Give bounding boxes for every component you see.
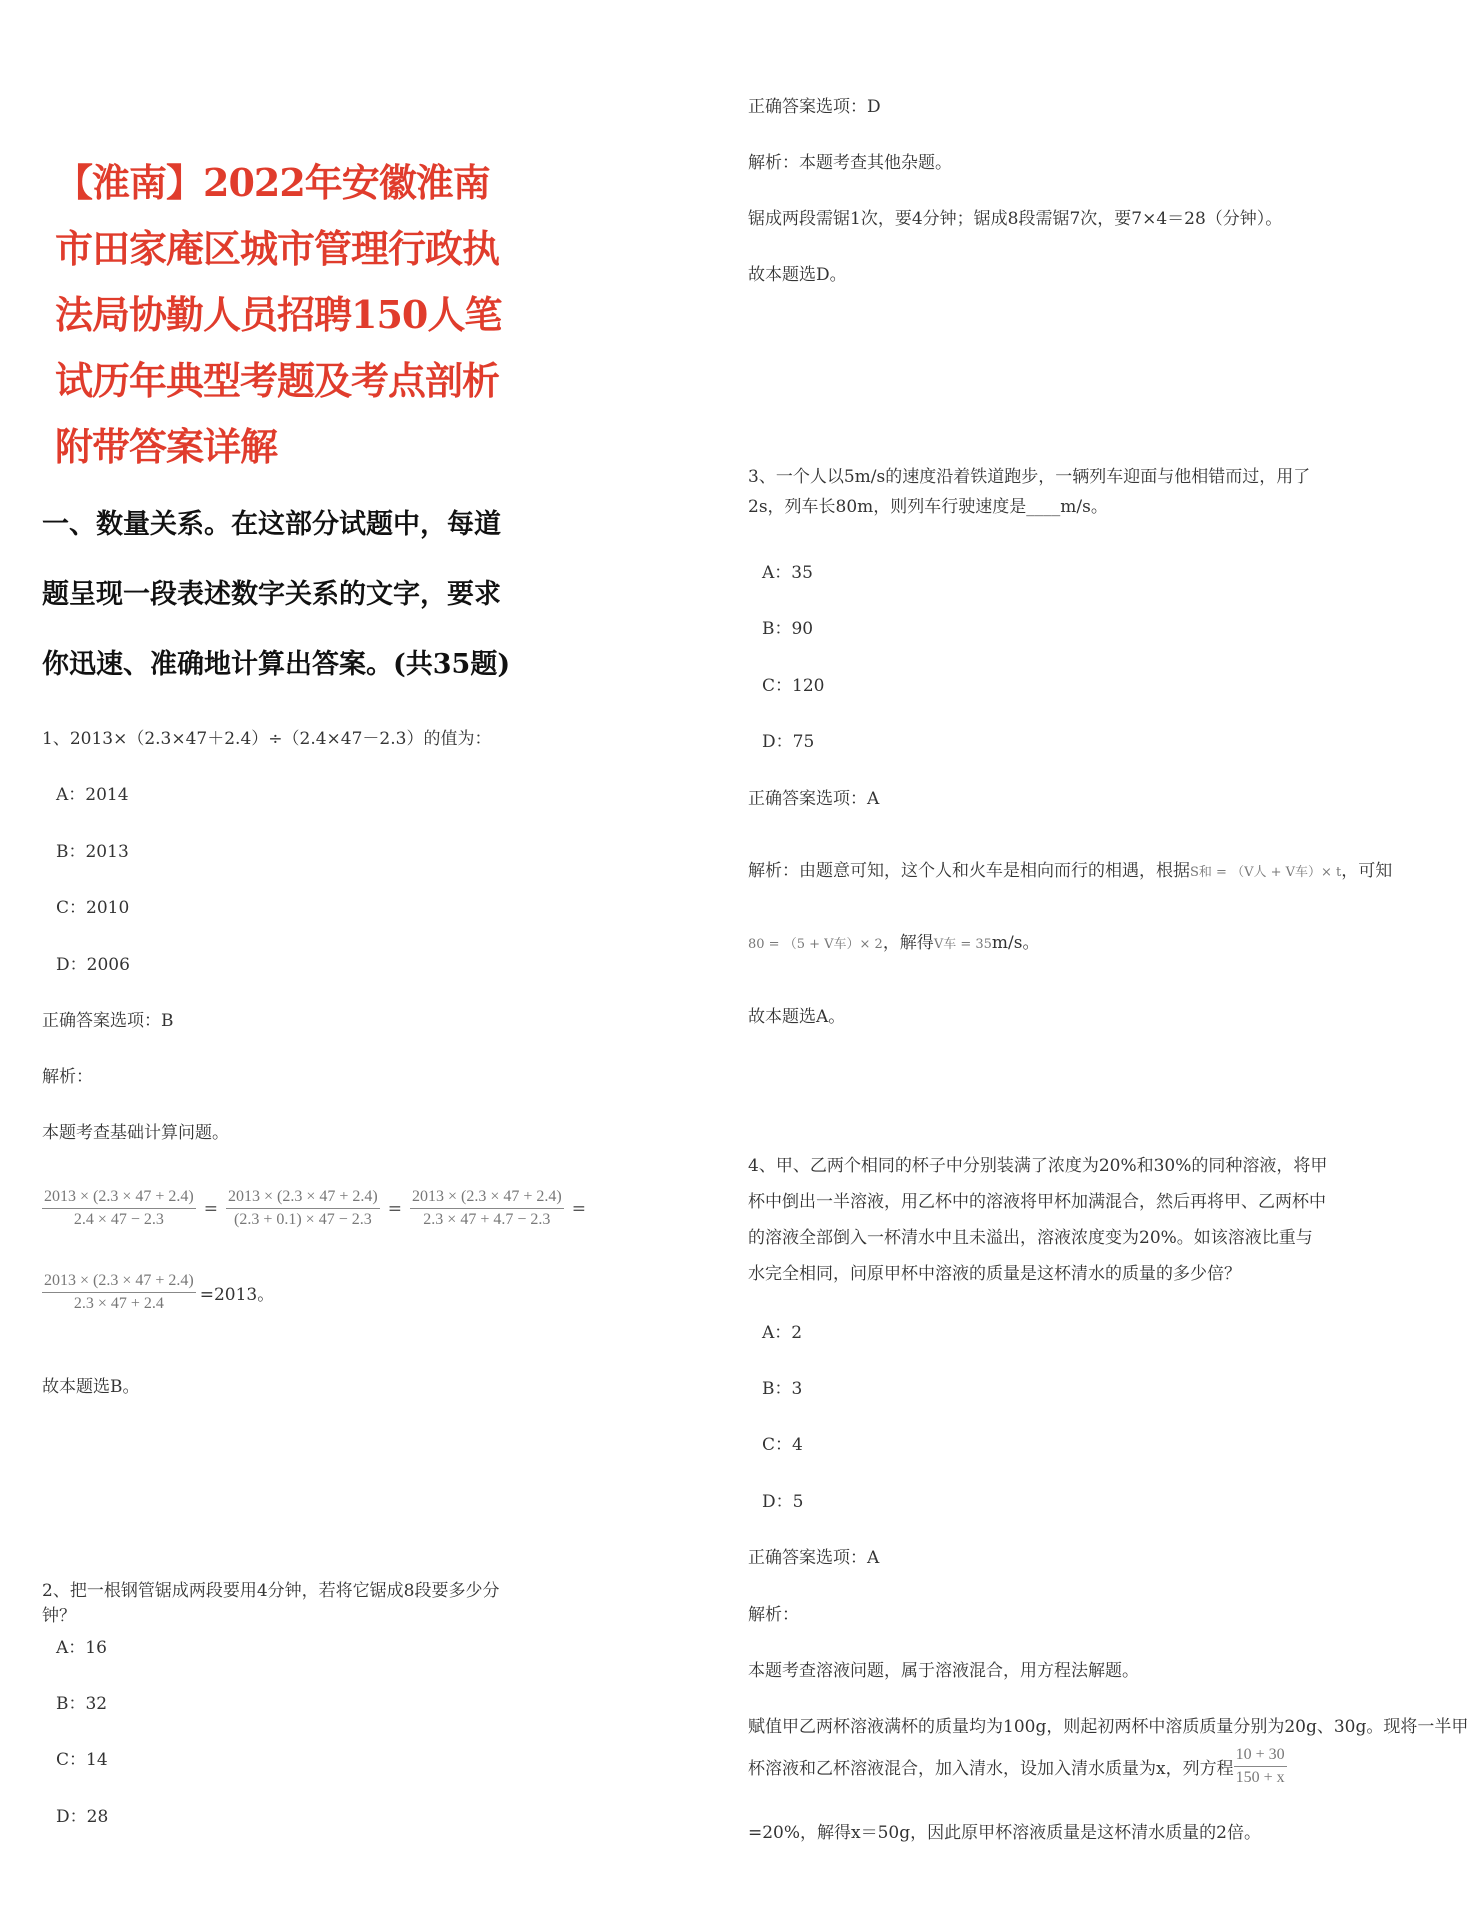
q3-solve: ，解得 [882, 933, 934, 953]
q2-question: 2、把一根钢管锯成两段要用4分钟，若将它锯成8段要多少分钟？ [42, 1581, 500, 1626]
q4-detail-1: 赋值甲乙两杯溶液满杯的质量均为100g，则起初两杯中溶质质量分别为20g、30g。现将一半甲 [748, 1717, 1468, 1737]
q1-fraction-2: $\frac{2013 \times (2.3 \times 47 + 2.4)}{(2.3 + 0.1) \times 47 - 2.3}$ [227, 1188, 378, 1228]
q4-detail-3: =20%，解得x＝50g，因此原甲杯溶液质量是这杯清水质量的2倍。 [748, 1823, 1261, 1843]
q4-answer: 正确答案选项：A [748, 1548, 880, 1568]
q2-option-b: B：32 [56, 1694, 108, 1714]
q1-formula-line2 [42, 1272, 274, 1313]
q3-unit: m/s。 [991, 933, 1040, 953]
q4-option-a: A：2 [762, 1323, 803, 1343]
q3-option-d: D：75 [762, 732, 815, 752]
q3-analysis-post: ，可知 [1341, 861, 1393, 881]
q2-answer: 正确答案选项：D [748, 97, 881, 117]
q1-fraction-3: $\frac{2013 \times (2.3 \times 47 + 2.4)}{2.3 \times 47 + 4.7 - 2.3}$ [411, 1188, 562, 1228]
q3-option-c: C：120 [762, 676, 825, 696]
q1-formula-line1: $\frac{2013 \times (2.3 \times 47 + 2.4)}{2.4 \times 47 - 2.3}$ = $\frac{2013 \times (2.3 \times 47 + 2.4)}{(2.3 + 0.1) \times 47 - 2.3}$ = $\frac{2013 \times (2.3 \times 47 + 2.4)}{2.3 \times 47 + 4.7 - 2.3}$ = [44, 1188, 586, 1228]
q2-option-d: D：28 [56, 1807, 109, 1827]
q2-detail: 锯成两段需锯1次，要4分钟；锯成8段需锯7次，要7×4＝28（分钟）。 [748, 209, 1283, 229]
q3-formula-1: S和 = （V人 + V车）× t [1190, 865, 1342, 880]
q3-formula-3: V车 = 35 [933, 937, 992, 952]
section-heading: 一、数量关系。在这部分试题中，每道题呈现一段表述数字关系的文字，要求你迅速、准确地计算出答案。(共35题) [42, 509, 511, 680]
q3-option-a: A：35 [762, 563, 813, 583]
q1-option-c: C：2010 [56, 898, 130, 918]
q1-fraction-1: $\frac{2013 \times (2.3 \times 47 + 2.4)}{2.4 \times 47 - 2.3}$ [44, 1188, 194, 1228]
q2-conclusion: 故本题选D。 [748, 265, 847, 285]
q4-option-d: D：5 [762, 1492, 804, 1512]
q1-option-a: A：2014 [56, 785, 129, 805]
q4-fraction: $\frac{10 + 30}{150 + x}$ [1235, 1746, 1285, 1786]
document-title: 【淮南】2022年安徽淮南市田家庵区城市管理行政执法局协勤人员招聘150人笔试历年典型考题及考点剖析附带答案详解 [55, 160, 502, 469]
q2-option-c: C：14 [56, 1750, 108, 1770]
q3-question: 3、一个人以5m/s的速度沿着铁道跑步，一辆列车迎面与他相错而过，用了2s，列车长80m，则列车行驶速度是____m/s。 [748, 467, 1311, 517]
q1-question: 1、2013×（2.3×47＋2.4）÷（2.4×47－2.3）的值为： [42, 729, 492, 749]
q1-option-d: D：2006 [56, 955, 130, 975]
q1-fraction-4: $\frac{2013 \times (2.3 \times 47 + 2.4)}{2.3 \times 47 + 2.4}$ [44, 1272, 194, 1312]
q4-detail-line2 [748, 1746, 1287, 1787]
q4-analysis-text: 本题考查溶液问题，属于溶液混合，用方程法解题。 [748, 1661, 1139, 1681]
q3-option-b: B：90 [762, 619, 814, 639]
q1-result: =2013。 [199, 1285, 275, 1305]
q2-option-a: A：16 [56, 1638, 107, 1658]
q3-analysis-line2 [748, 928, 1039, 953]
q4-analysis-label: 解析： [748, 1605, 799, 1625]
q4-detail-2: 杯溶液和乙杯溶液混合，加入清水，设加入清水质量为x，列方程 [748, 1759, 1234, 1779]
q3-analysis-line1 [748, 856, 1392, 881]
q3-formula-2: 80 = （5 + V车）× 2 [748, 937, 883, 952]
q1-analysis-text: 本题考查基础计算问题。 [42, 1123, 229, 1143]
q2-analysis: 解析：本题考查其他杂题。 [748, 153, 952, 173]
q4-question: 4、甲、乙两个相同的杯子中分别装满了浓度为20%和30%的同种溶液，将甲杯中倒出一半溶液，用乙杯中的溶液将甲杯加满混合，然后再将甲、乙两杯中的溶液全部倒入一杯清水中且未溢出，溶液浓度变为20%。如该溶液比重与水完全相同，问原甲杯中溶液的质量是这杯清水的质量的多少倍？ [748, 1156, 1328, 1284]
q3-conclusion: 故本题选A。 [748, 1007, 846, 1027]
q1-answer: 正确答案选项：B [42, 1011, 174, 1031]
q1-option-b: B：2013 [56, 842, 129, 862]
q4-option-c: C：4 [762, 1435, 803, 1455]
q3-answer: 正确答案选项：A [748, 789, 880, 809]
q1-analysis-label: 解析： [42, 1067, 93, 1087]
q1-conclusion: 故本题选B。 [42, 1377, 140, 1397]
q4-option-b: B：3 [762, 1379, 803, 1399]
q3-analysis-pre: 解析：由题意可知，这个人和火车是相向而行的相遇，根据 [748, 861, 1190, 881]
